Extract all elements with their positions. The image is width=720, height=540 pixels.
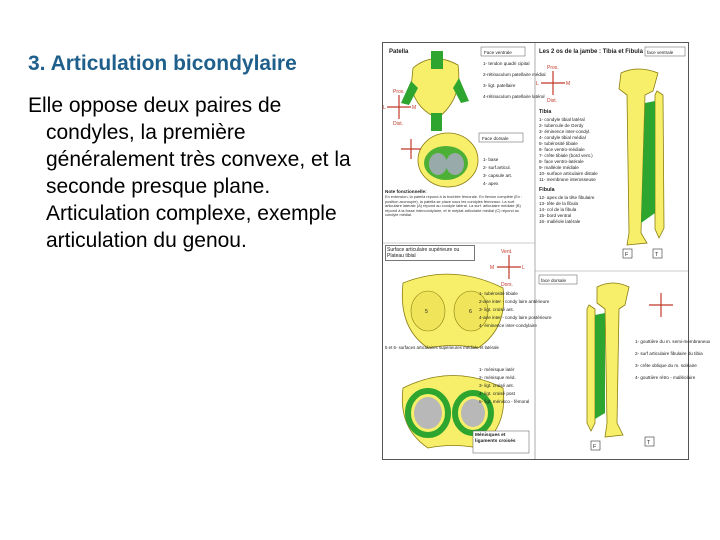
meniscus-medial-center — [414, 397, 442, 429]
slide-body-text: Elle oppose deux paires de condyles, la première généralement très convexe, et la seconde presque plane. Articulation complexe, exemple articulation du genou. — [28, 94, 351, 252]
patella-dorsal-4: 4- apex — [483, 181, 499, 186]
menisque-legend-1: 1- ménisque latér — [479, 367, 515, 372]
tibia-legend-7: 7- crête tibiale (bord vent.) — [539, 153, 593, 158]
dorsal-legend-2: 2- surf articulaire fibulaire du tibia — [635, 351, 703, 356]
tag-f-1: F — [625, 252, 629, 258]
slide-body — [28, 92, 358, 254]
plateau-legend-4: 4-aire inter - condy laire postérieure — [479, 315, 552, 320]
patella-note-title: Note fonctionnelle: — [385, 189, 427, 194]
tag-f-2: F — [593, 444, 597, 450]
dorsal-legend-4: 4- gouttière rétro - malléolaire — [635, 375, 696, 380]
dorsal-legend-3: 3- crête oblique du m. soléaire — [635, 363, 697, 368]
plateau-title: Surface articulaire supérieure ou Plateau tibial — [385, 245, 475, 261]
tibia-legend-4: 4- condyle tibial médial — [539, 135, 586, 140]
compass-dist: Dist. — [393, 121, 403, 127]
slide-title: 3. Articulation bicondylaire — [28, 52, 297, 75]
patellar-ligament — [431, 113, 442, 131]
jambe-face-ventrale: face ventrale — [647, 50, 674, 55]
patella-note-text: En extension, la patella répond à la trochlée fémorale. En flexion complète (Ex : position accroupie), la patella se place sous les condyles fémoraux. La surf. articulaire latérale (A) répond au condyle latéral. La surf. articulaire médiale (B) répond à la fosse intercondylaire, et le méplat articulaire médial (C) répond au condyle médial. — [385, 194, 523, 218]
menisque-legend-4: 4- ligt. croisé post — [479, 391, 515, 396]
fibula-legend-1: 12- apex de la tête fibulaire — [539, 195, 595, 200]
patella-title: Patella — [389, 49, 409, 55]
quadriceps-tendon — [431, 51, 443, 69]
tibia-legend-9: 9- malléole médiale — [539, 165, 579, 170]
plateau-compass-l: L — [522, 265, 525, 271]
fibula-legend-5: 16- malléole latérale — [539, 219, 581, 224]
compass-l: L — [383, 105, 386, 111]
tibia-legend-1: 1- condyle tibial latéral — [539, 117, 585, 122]
menisque-legend-5: 5- ligt. ménisco - fémoral — [479, 399, 530, 404]
jambe-dorsal-compass — [649, 293, 673, 317]
tibia-legend-10: 10- surface articulaire distale — [539, 171, 598, 176]
fibula-ventral-shape — [655, 91, 664, 238]
tag-t-2: T — [647, 440, 651, 446]
plateau-legend-2: 2-aire inter - condy laire antérieure — [479, 299, 550, 304]
tibia-legend-5: 5- tubérosité tibiale — [539, 141, 578, 146]
patella-facet-a — [429, 153, 447, 175]
patella-face-dorsale: Face dorsale — [482, 136, 509, 141]
tibia-legend-11: 11- membrane interosseuse — [539, 177, 596, 182]
plateau-num-6: 6 — [469, 309, 472, 315]
plateau-compass — [490, 249, 525, 288]
plateau-legend-1: 1- tubérosité tibiale — [479, 291, 518, 296]
dorsal-legend-1: 1- gouttière du m. semi-membraneux — [635, 339, 711, 344]
tibia-legend-3: 3- éminence inter-condyl. — [539, 129, 591, 134]
fibula-legend-4: 15- bord ventral — [539, 213, 572, 218]
jambe-face-dorsale: face dorsale — [541, 278, 567, 283]
jambe-compass-m: M — [566, 81, 571, 87]
interosseous-membrane-dorsal — [595, 313, 605, 419]
patella-dorsal-2: 2- surf.articul. — [483, 165, 511, 170]
plateau-legend-5: 4- éminence inter-condylaire — [479, 323, 537, 328]
fibula-dorsal-shape — [587, 305, 595, 431]
patella-face-ventrale: Face ventrale — [484, 50, 512, 55]
fibula-title: Fibula — [539, 187, 555, 193]
menisque-legend-3: 3- ligt. croisé ant. — [479, 383, 514, 388]
patella-legend-2: 2-rétinaculum patellaire médial — [483, 72, 546, 77]
tibia-legend-6: 6- face ventro-médiale — [539, 147, 585, 152]
jambe-title: Les 2 os de la jambe : Tibia et Fibula — [539, 49, 643, 55]
tag-t-1: T — [655, 252, 659, 258]
plateau-compass-m: M — [490, 265, 495, 271]
compass-m: M — [412, 105, 417, 111]
fibula-legend-3: 14- col de la fibula — [539, 207, 577, 212]
patella-legend-1: 1- tendon quadri cipital — [483, 61, 530, 66]
tibia-legend-2: 2- tubercule de Gerdy — [539, 123, 584, 128]
plateau-compass-dors: Dors. — [501, 282, 513, 288]
medial-articular-surface — [411, 291, 445, 331]
jambe-compass-dist: Dist. — [547, 98, 557, 104]
tibia-legend-8: 8- face ventro-latérale — [539, 159, 584, 164]
patella-legend-3: 3- ligt. patellaire — [483, 83, 516, 88]
anatomy-svg — [383, 43, 711, 459]
plateau-legend-3: 3- ligt. croisé ant. — [479, 307, 514, 312]
patella-dorsal-1: 1- base — [483, 157, 499, 162]
compass-prox: Prox. — [393, 89, 405, 95]
patella-facet-b — [446, 153, 464, 175]
plateau-compass-vent: Vent. — [501, 249, 513, 255]
plateau-caption: 5 et 6- surfaces articulaires supérieures médiale et latérale — [385, 345, 499, 350]
fibula-legend-2: 13- tête de la fibula — [539, 201, 579, 206]
jambe-compass-l: L — [536, 81, 539, 87]
knee-anatomy-figure — [382, 42, 711, 460]
jambe-compass-prox: Prox. — [547, 65, 559, 71]
tibia-title: Tibia — [539, 109, 552, 115]
plateau-num-5: 5 — [425, 309, 428, 315]
menisque-legend-2: 2- ménisque méd. — [479, 375, 516, 380]
patella-dorsal-3: 3- capsule art. — [483, 173, 513, 178]
menisques-caption: Ménisques et ligaments croisés — [475, 433, 516, 444]
patella-legend-4: 4-rétinaculum patellaire latéral — [483, 94, 545, 99]
